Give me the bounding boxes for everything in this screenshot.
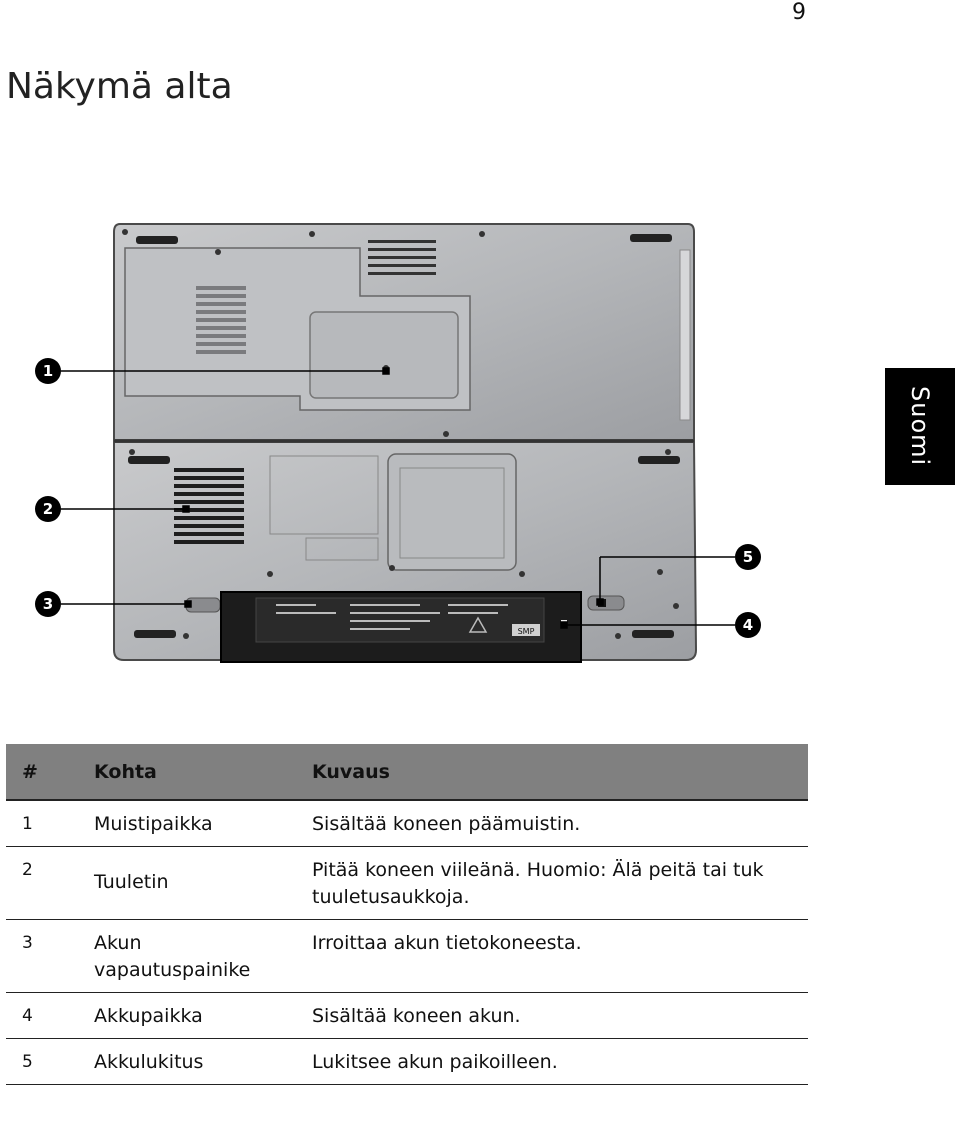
row-num: 5 xyxy=(6,1039,78,1085)
callout-4: 4 xyxy=(735,612,761,638)
header-description: Kuvaus xyxy=(296,744,808,800)
rubber-foot xyxy=(134,630,176,638)
table-row xyxy=(6,1039,808,1085)
memory-compartment xyxy=(310,312,458,398)
header-item: Kohta xyxy=(78,744,296,800)
row-description: Sisältää koneen akun. xyxy=(296,993,808,1039)
callout-3: 3 xyxy=(35,591,61,617)
callout-5: 5 xyxy=(735,544,761,570)
page-title: Näkymä alta xyxy=(6,66,233,107)
row-item: Akkupaikka xyxy=(78,993,296,1039)
rubber-foot xyxy=(128,456,170,464)
callout-1: 1 xyxy=(35,358,61,384)
parts-table xyxy=(6,744,808,1085)
row-num: 2 xyxy=(6,847,78,920)
row-description: Pitää koneen viileänä. Huomio: Älä peitä tai tuk tuuletusaukkoja. xyxy=(296,847,808,920)
row-description: Irroittaa akun tietokoneesta. xyxy=(296,920,808,993)
row-item: Tuuletin xyxy=(78,847,296,920)
callout-2: 2 xyxy=(35,496,61,522)
memory-vent xyxy=(196,286,246,354)
table-row xyxy=(6,920,808,993)
rubber-foot xyxy=(630,234,672,242)
row-num: 1 xyxy=(6,800,78,847)
row-num: 4 xyxy=(6,993,78,1039)
rubber-foot xyxy=(136,236,178,244)
language-tab-label: Suomi xyxy=(906,386,934,467)
table-row xyxy=(6,800,808,847)
rubber-foot xyxy=(632,630,674,638)
page-number: 9 xyxy=(792,0,806,25)
row-description: Sisältää koneen päämuistin. xyxy=(296,800,808,847)
row-item: Akun vapautuspainike xyxy=(78,920,296,993)
header-num: # xyxy=(6,744,78,800)
row-description: Lukitsee akun paikoilleen. xyxy=(296,1039,808,1085)
laptop-bottom-view-figure xyxy=(0,200,880,690)
language-tab xyxy=(885,368,955,485)
row-item: Akkulukitus xyxy=(78,1039,296,1085)
table-row xyxy=(6,993,808,1039)
row-num: 3 xyxy=(6,920,78,993)
row-item: Muistipaikka xyxy=(78,800,296,847)
rubber-foot xyxy=(638,456,680,464)
table-row xyxy=(6,847,808,920)
hdd-cover xyxy=(388,454,516,570)
table-header-row xyxy=(6,744,808,800)
battery-brand: SMP xyxy=(517,627,535,636)
